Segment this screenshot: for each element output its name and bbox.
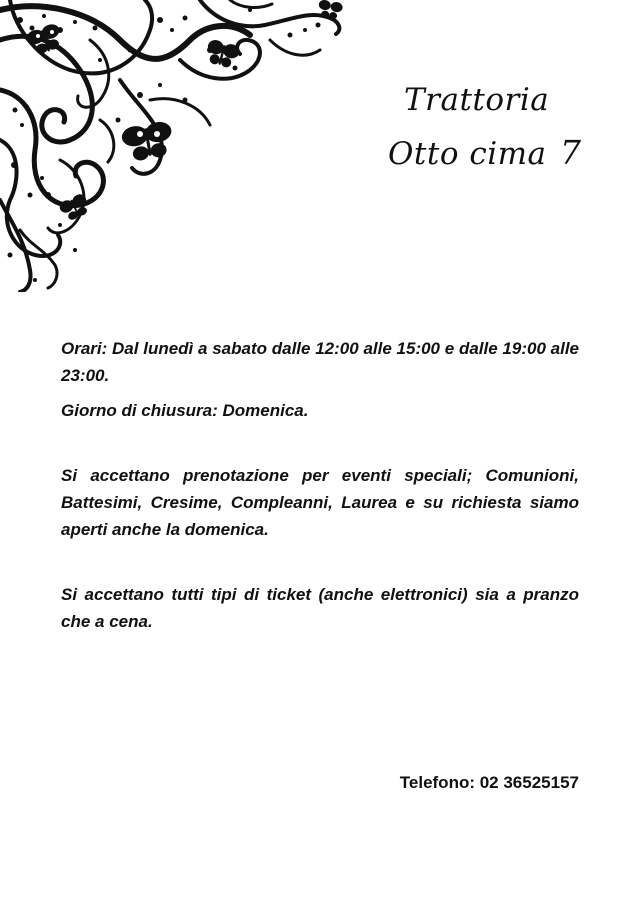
ticket-info: Si accettano tutti tipi di ticket (anche elettronici) sia a pranzo che a cena. [61,585,579,631]
phone-number: Telefono: 02 36525157 [399,773,579,792]
special-events: Si accettano prenotazione per eventi speciali; Comunioni, Battesimi, Cresime, Compleanni, Laurea e su richiesta siamo aperti anche la domenica. [61,466,579,539]
info-section [61,335,579,635]
closing-day: Giorno di chiusura: Domenica. [61,401,309,420]
restaurant-name-line2: Otto cima [388,136,547,172]
floral-ornament-icon [0,0,345,292]
restaurant-name-number: 7 [560,133,581,172]
restaurant-name-line1: Trattoria [404,82,550,118]
opening-hours: Orari: Dal lunedì a sabato dalle 12:00 alle 15:00 e dalle 19:00 alle 23:00. [61,339,579,385]
